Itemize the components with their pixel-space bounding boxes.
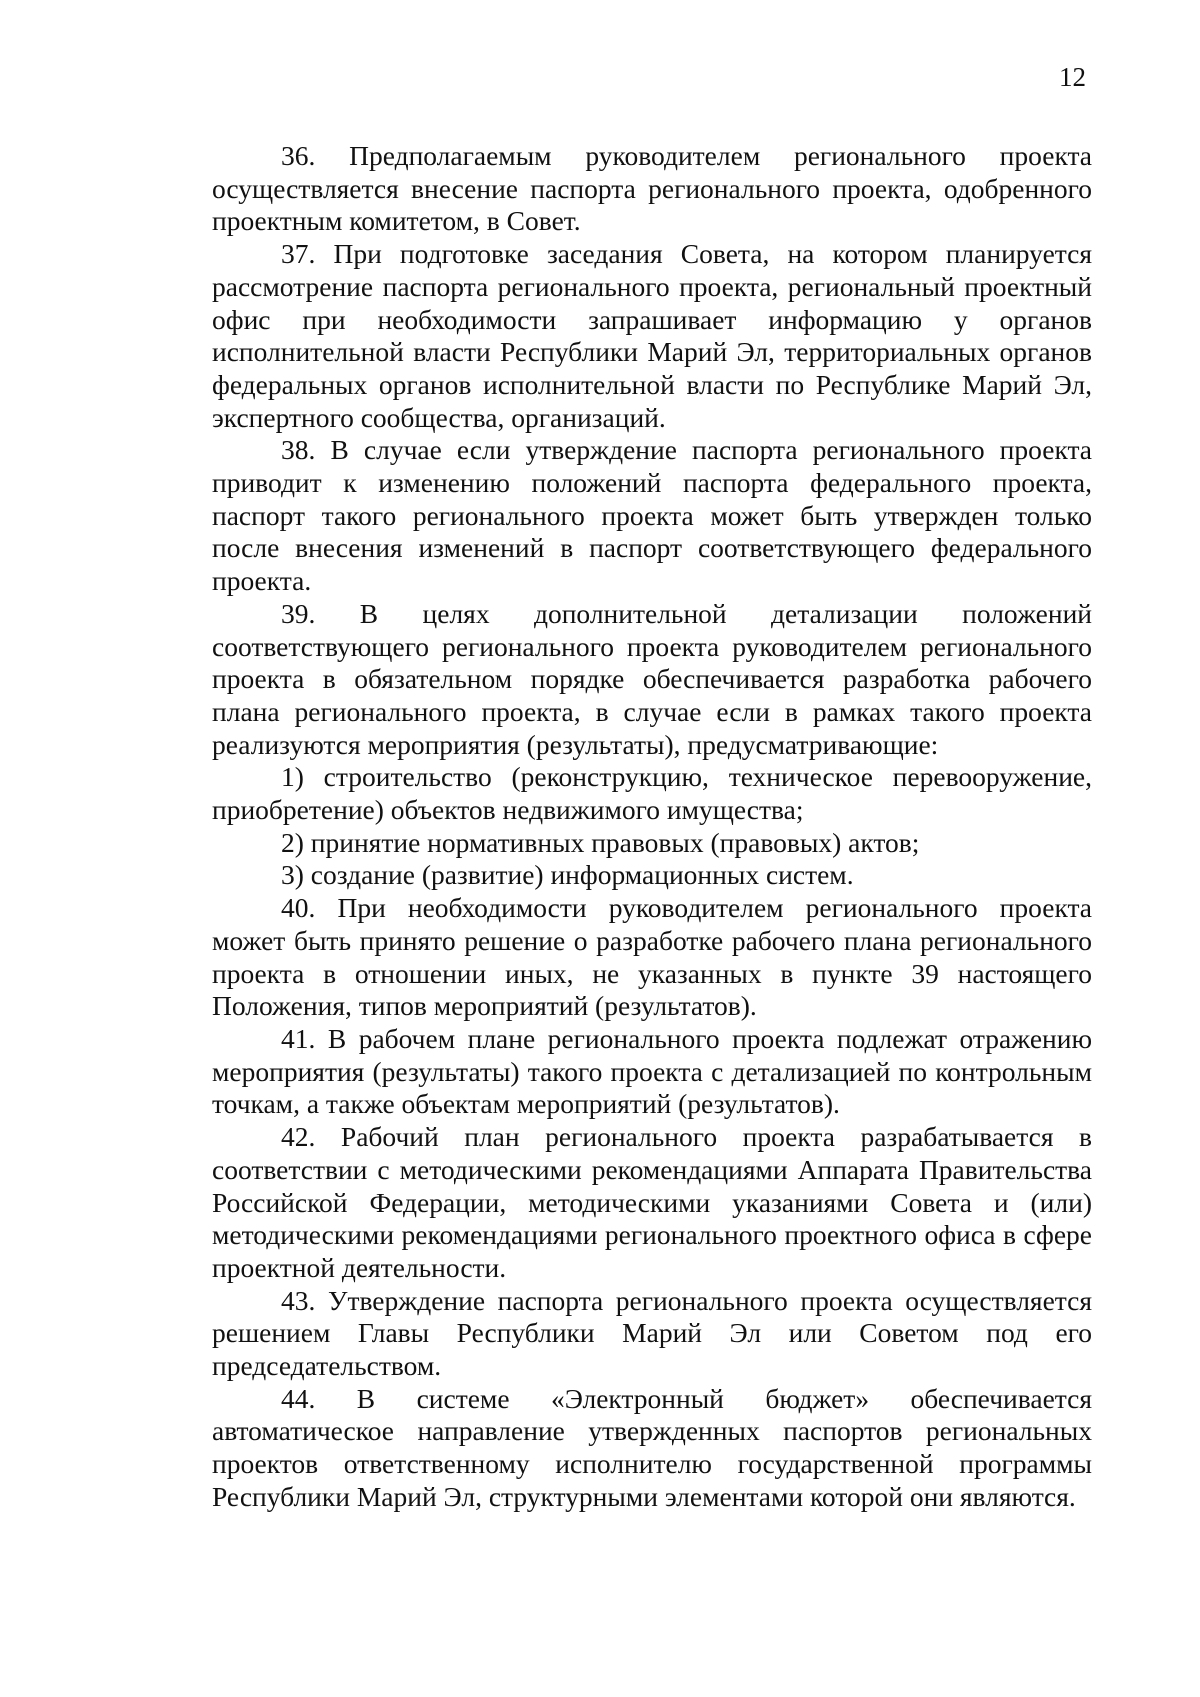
paragraph-39: 39. В целях дополнительной детализации положений соответствующего регионального проекта руководителем регионального проекта в обязательном порядке обеспечивается разработка рабочего плана регионального проекта, в случае если в рамках такого проекта реализуются мероприятия (результаты), предусматривающие: (212, 597, 1092, 760)
list-item-39-3: 3) создание (развитие) информационных систем. (281, 859, 854, 891)
page-number: 12 (1059, 62, 1086, 92)
paragraph-36: 36. Предполагаемым руководителем регионального проекта осуществляется внесение паспорта регионального проекта, одобренного проектным комитетом, в Совет. (212, 140, 1092, 237)
list-item-39-2: 2) принятие нормативных правовых (правовых) актов; (281, 826, 920, 858)
paragraph-43: 43. Утверждение паспорта регионального проекта осуществляется решением Главы Республики Марий Эл или Советом под его председательством. (212, 1284, 1092, 1382)
document-body (212, 140, 1092, 1514)
paragraph-40: 40. При необходимости руководителем регионального проекта может быть принято решение о разработке рабочего плана регионального проекта в отношении иных, не указанных в пункте 39 настоящего Положения, типов мероприятий (результатов). (212, 892, 1092, 1022)
paragraph-38: 38. В случае если утверждение паспорта регионального проекта приводит к изменению положений паспорта федерального проекта, паспорт такого регионального проекта может быть утвержден только после внесения изменений в паспорт соответствующего федерального проекта. (212, 434, 1092, 597)
paragraph-41: 41. В рабочем плане регионального проекта подлежат отражению мероприятия (результаты) такого проекта с детализацией по контрольным точкам, а также объектам мероприятий (результатов). (212, 1022, 1092, 1120)
list-item-39-1: 1) строительство (реконструкцию, техническое перевооружение, приобретение) объектов недвижимого имущества; (212, 761, 1092, 826)
paragraph-44: 44. В системе «Электронный бюджет» обеспечивается автоматическое направление утвержденных паспортов региональных проектов ответственному исполнителю государственной программы Республики Марий Эл, структурными элементами которой они являются. (212, 1382, 1092, 1512)
paragraph-37: 37. При подготовке заседания Совета, на котором планируется рассмотрение паспорта регионального проекта, региональный проектный офис при необходимости запрашивает информацию у органов исполнительной власти Республики Марий Эл, территориальных органов федеральных органов исполнительной власти по Республике Марий Эл, экспертного сообщества, организаций. (212, 238, 1092, 433)
paragraph-42: 42. Рабочий план регионального проекта разрабатывается в соответствии с методическими рекомендациями Аппарата Правительства Российской Федерации, методическими указаниями Совета и (или) методическими рекомендациями регионального проектного офиса в сфере проектной деятельности. (212, 1121, 1092, 1283)
